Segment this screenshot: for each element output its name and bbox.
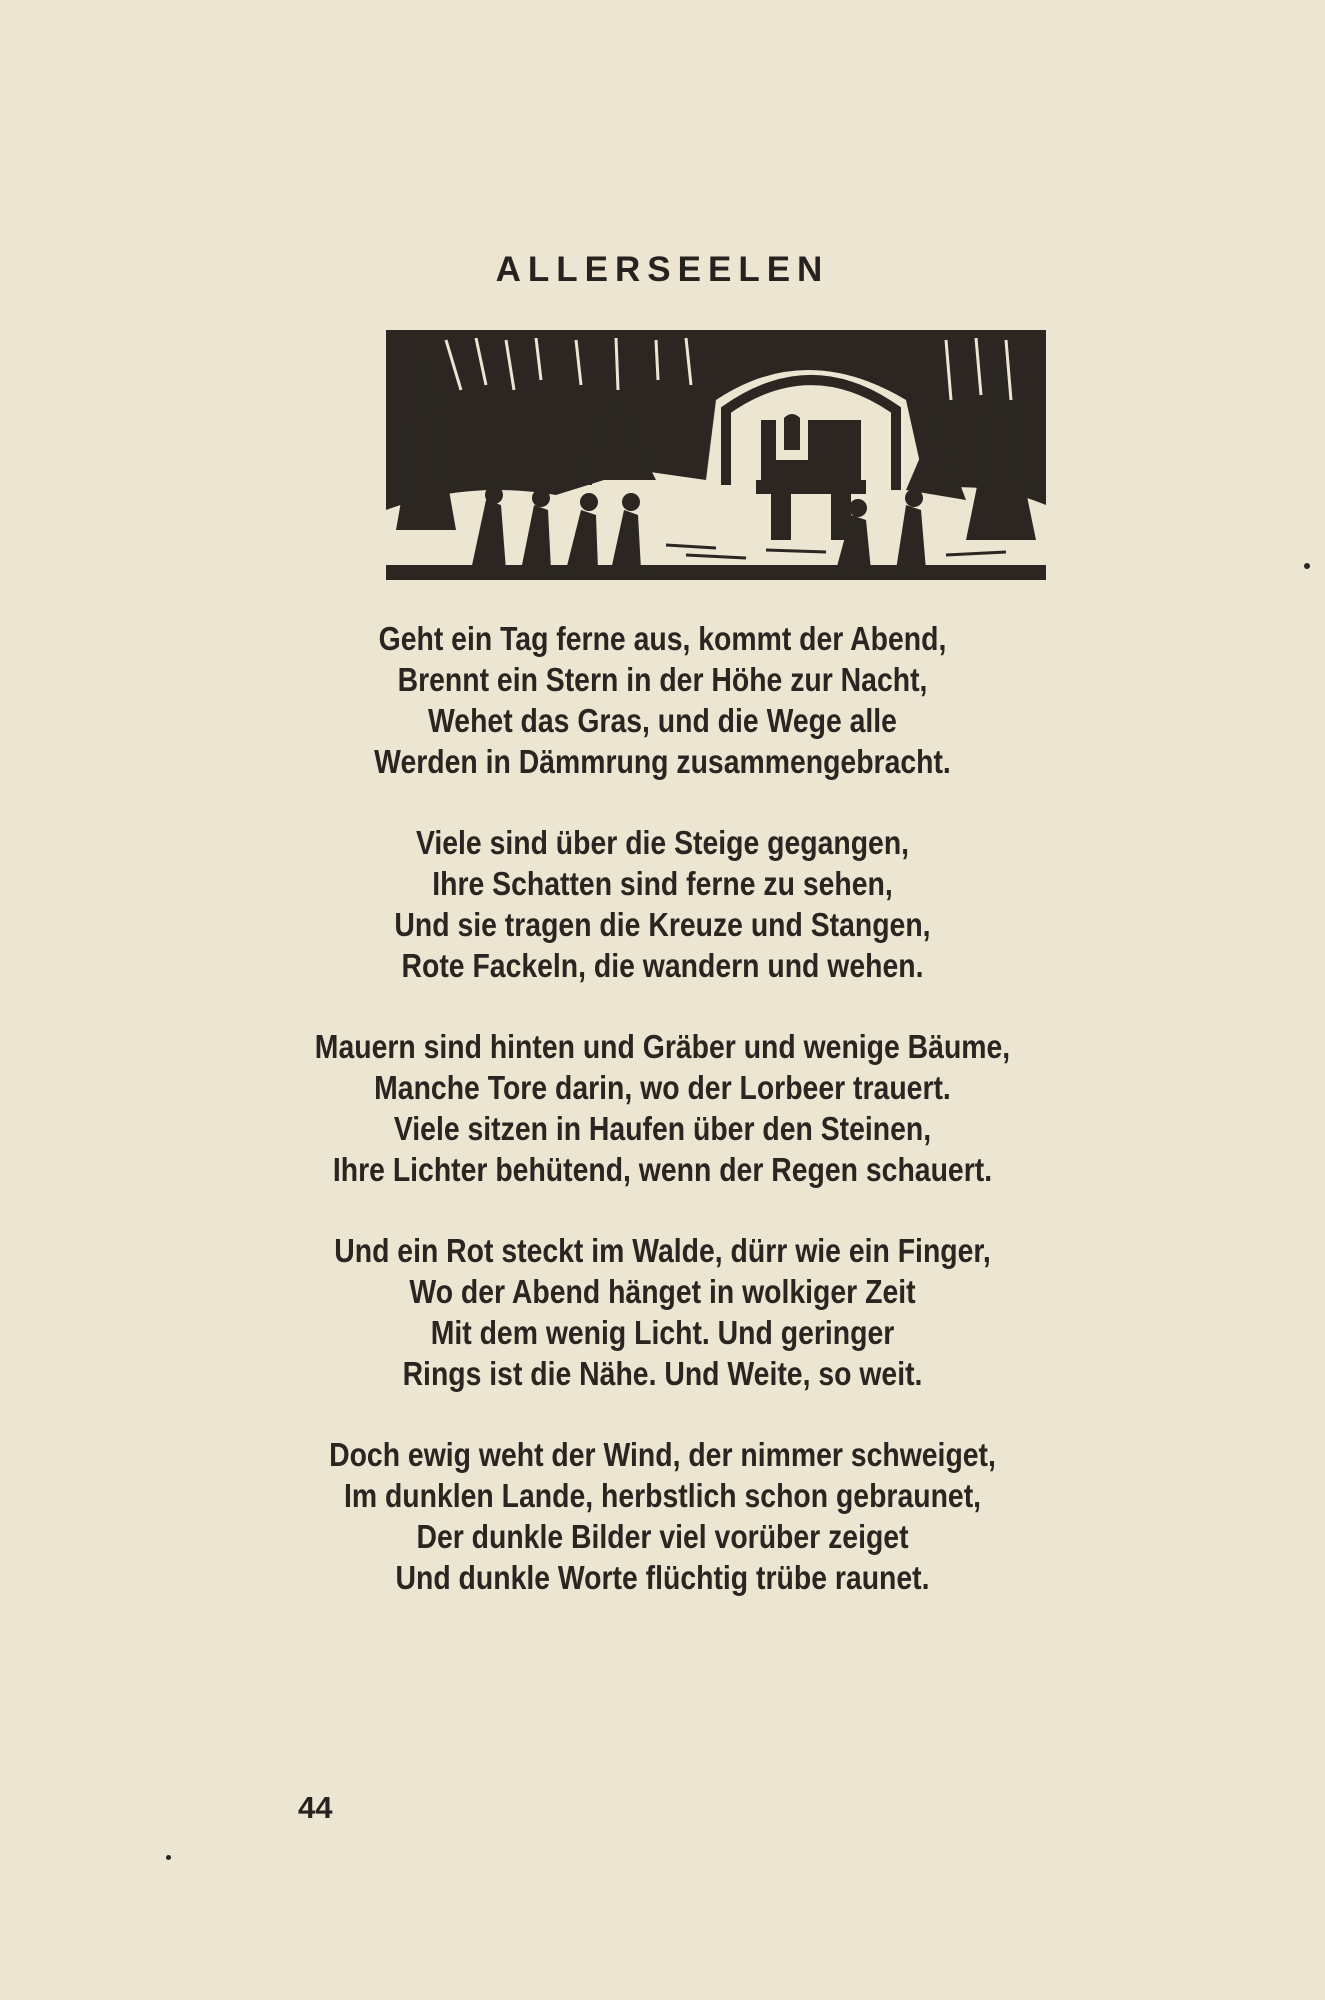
poem-line: Viele sind über die Steige gegangen, xyxy=(415,824,910,861)
poem-line: Mauern sind hinten und Gräber und wenige Bäume, xyxy=(314,1028,1011,1065)
poem-body xyxy=(230,618,1094,1638)
poem-line: Rings ist die Nähe. Und Weite, so weit. xyxy=(402,1355,923,1392)
poem-line: Und dunkle Worte flüchtig trübe raunet. xyxy=(395,1559,930,1596)
poem-line: Rote Fackeln, die wandern und wehen. xyxy=(401,947,924,984)
poem-line: Brennt ein Stern in der Höhe zur Nacht, xyxy=(397,661,928,698)
ink-speck xyxy=(1304,563,1310,569)
poem-line: Und ein Rot steckt im Walde, dürr wie ein Finger, xyxy=(334,1232,991,1269)
poem-line: Wo der Abend hänget in wolkiger Zeit xyxy=(409,1273,916,1310)
poem-line: Ihre Schatten sind ferne zu sehen, xyxy=(432,865,893,902)
stanza xyxy=(230,1434,1094,1598)
poem-line: Geht ein Tag ferne aus, kommt der Abend, xyxy=(378,620,947,657)
woodcut-illustration xyxy=(386,330,1046,580)
poem-line: Manche Tore darin, wo der Lorbeer trauert. xyxy=(374,1069,951,1106)
poem-line: Und sie tragen die Kreuze und Stangen, xyxy=(394,906,931,943)
poem-line: Viele sitzen in Haufen über den Steinen, xyxy=(393,1110,932,1147)
poem-line: Doch ewig weht der Wind, der nimmer schweiget, xyxy=(329,1436,996,1473)
poem-line: Im dunklen Lande, herbstlich schon gebraunet, xyxy=(343,1477,982,1514)
ink-speck xyxy=(166,1855,171,1860)
stanza xyxy=(230,618,1094,782)
page-number: 44 xyxy=(298,1790,333,1825)
stanza xyxy=(230,1230,1094,1394)
poem-line: Ihre Lichter behütend, wenn der Regen schauert. xyxy=(332,1151,993,1188)
poem-line: Mit dem wenig Licht. Und geringer xyxy=(430,1314,895,1351)
stanza xyxy=(230,1026,1094,1190)
poem-line: Wehet das Gras, und die Wege alle xyxy=(428,702,897,739)
poem-title: ALLERSEELEN xyxy=(495,250,830,289)
poem-line: Werden in Dämmrung zusammengebracht. xyxy=(374,743,951,780)
poem-line: Der dunkle Bilder viel vorüber zeiget xyxy=(416,1518,909,1555)
stanza xyxy=(230,822,1094,986)
